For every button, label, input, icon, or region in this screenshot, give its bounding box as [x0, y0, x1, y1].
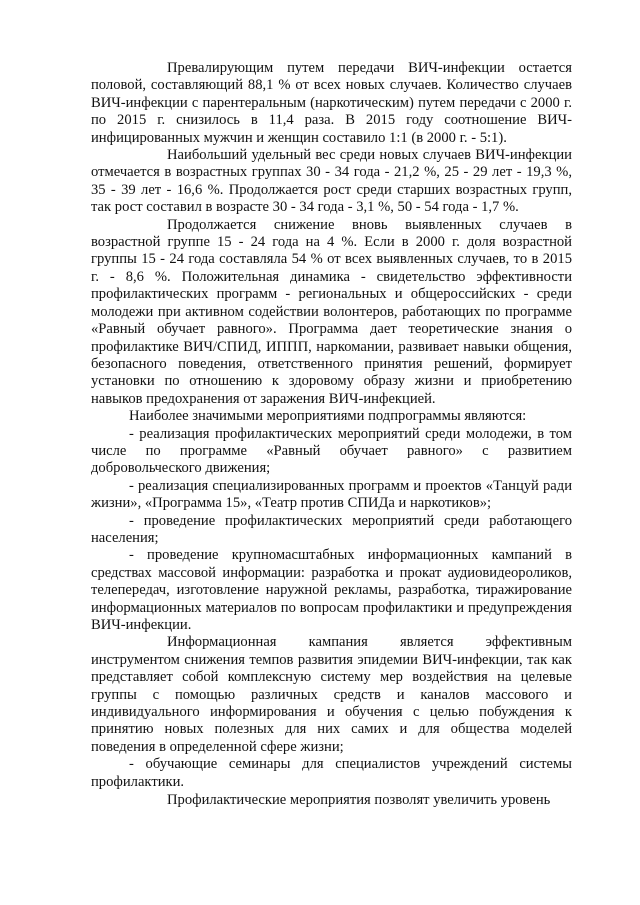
paragraph-prevention-outcome: Профилактические мероприятия позволят увеличить уровень: [167, 792, 551, 809]
paragraph-transmission: Превалирующим путем передачи ВИЧ-инфекции остается половой, составляющий 88,1 % от всех новых случаев. Количество случаев ВИЧ-инфекции с парентеральным (наркотическим) путем передачи с 2000 г. по 2015 г. снизилось в 11,4 раза. В 2015 году соотношение ВИЧ-инфицированных мужчин и женщин составило 1:1 (в 2000 г. - 5:1).: [91, 60, 572, 146]
list-item-youth-prevention: - реализация профилактических мероприятий среди молодежи, в том числе по программе «Равный обучает равного» с развитием добровольческого движения;: [91, 425, 572, 477]
list-item-media-campaigns: - проведение крупномасштабных информационных кампаний в средствах массовой информации: разработка и прокат аудиовидеороликов, телепередач, изготовление наружной рекламы, разработка, тиражирование информационных материалов по вопросам профилактики и предупреждения ВИЧ-инфекции.: [91, 547, 572, 633]
paragraph-age-groups: Наибольший удельный вес среди новых случаев ВИЧ-инфекции отмечается в возрастных группах 30 - 34 года - 21,2 %, 25 - 29 лет - 19,3 %, 35 - 39 лет - 16,6 %. Продолжается рост среди старших возрастных групп, так рост составил в возрасте 30 - 34 года - 3,1 %, 50 - 54 года - 1,7 %.: [91, 147, 572, 216]
paragraph-key-measures: Наиболее значимыми мероприятиями подпрограммы являются:: [129, 408, 527, 425]
list-item-working-population: - проведение профилактических мероприятий среди работающего населения;: [91, 512, 572, 546]
list-item-special-programs: - реализация специализированных программ и проектов «Танцуй ради жизни», «Программа 15», «Театр против СПИДа и наркотиков»;: [91, 477, 572, 512]
list-item-seminars: - обучающие семинары для специалистов учреждений системы профилактики.: [91, 756, 572, 790]
paragraph-youth-decline: Продолжается снижение вновь выявленных случаев в возрастной группе 15 - 24 года на 4 %. Если в 2000 г. доля возрастной группы 15 - 24 года составляла 54 % от всех выявленных случаев, то в 2015 г. - 8,6 %. Положительная динамика - свидетельство эффективности профилактических программ - региональных и общероссийских - среди молодежи при активном содействии волонтеров, работающих по программе «Равный обучает равного». Программа дает теоретические знания о профилактике ВИЧ/СПИД, ИППП, наркомании, развивает навыки общения, безопасного поведения, ответственного принятия решений, формирует установки по отношению к здоровому образу жизни и приобретению навыков предохранения от заражения ВИЧ-инфекцией.: [91, 216, 572, 407]
paragraph-info-campaign: Информационная кампания является эффективным инструментом снижения темпов развития эпидемии ВИЧ-инфекции, так как представляет собой комплексную систему мер воздействия на целевые группы с помощью различных средств и каналов массового и индивидуального информирования и обучения с целью побуждения к принятию новых полезных для них самих и для общества моделей поведения в определенной сфере жизни;: [91, 634, 572, 755]
document-page: [91, 60, 572, 809]
